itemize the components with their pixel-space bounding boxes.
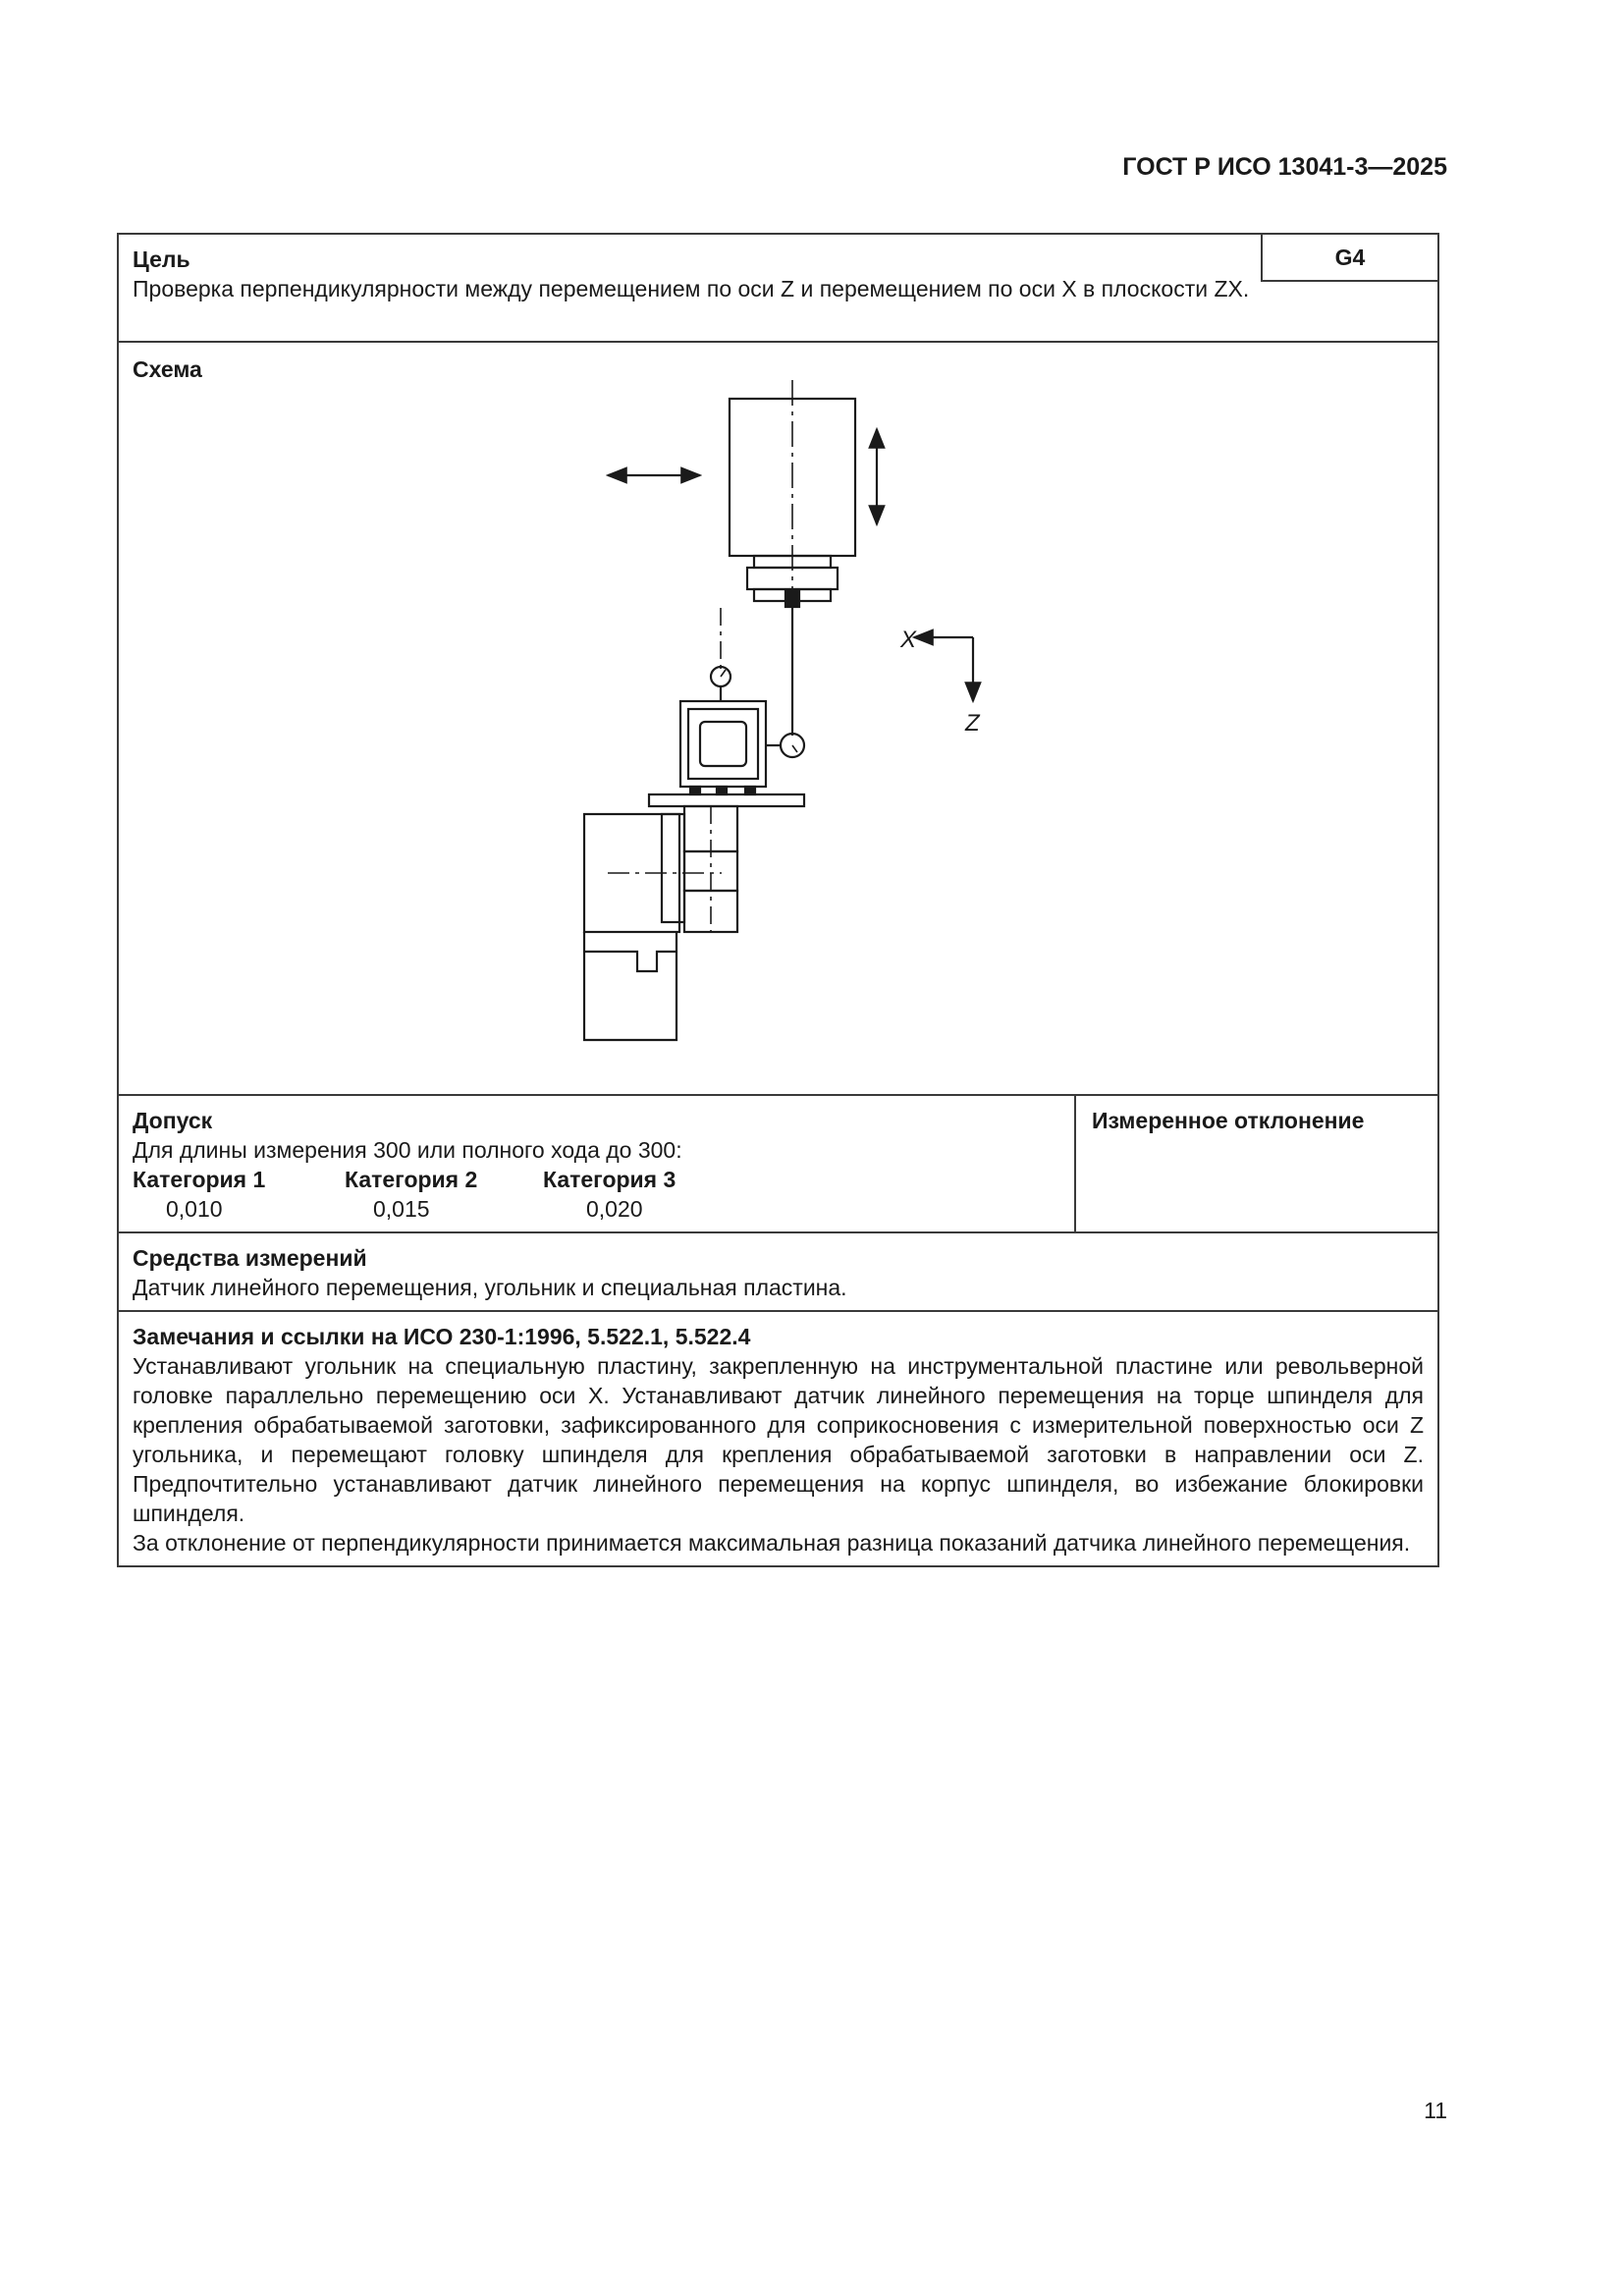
document-number: ГОСТ Р ИСО 13041-3—2025 <box>1122 153 1447 181</box>
axis-z-label: Z <box>965 710 980 737</box>
category-3-value: 0,020 <box>586 1196 643 1222</box>
remarks-row <box>117 1312 1439 1567</box>
tolerance-title: Допуск <box>133 1108 213 1133</box>
goal-row <box>117 233 1439 343</box>
category-1-value: 0,010 <box>166 1196 223 1222</box>
indicator-mount <box>785 591 799 607</box>
special-plate <box>649 794 804 806</box>
goal-section <box>133 245 1360 303</box>
square-outer <box>680 701 766 787</box>
category-values <box>133 1194 1060 1224</box>
category-1-label: Категория 1 <box>133 1167 266 1192</box>
tolerance-section <box>119 1096 1076 1231</box>
instruments-row <box>117 1233 1439 1312</box>
instruments-title: Средства измерений <box>133 1245 367 1271</box>
category-3-label: Категория 3 <box>543 1167 676 1192</box>
instruments-text: Датчик линейного перемещения, угольник и специальная пластина. <box>133 1275 847 1300</box>
square-inner <box>700 722 746 766</box>
tolerance-row <box>117 1096 1439 1233</box>
category-2-value: 0,015 <box>373 1196 430 1222</box>
remarks-paragraph-2: За отклонение от перпендикулярности принимается максимальная разница показаний датчика линейного перемещения. <box>133 1530 1411 1556</box>
measured-deviation: Измеренное отклонение <box>1092 1108 1365 1133</box>
category-2-label: Категория 2 <box>345 1167 478 1192</box>
remarks-title: Замечания и ссылки на ИСО 230-1:1996, 5.522.1, 5.522.4 <box>133 1324 751 1349</box>
scheme-title: Схема <box>133 356 202 382</box>
goal-title: Цель <box>133 246 190 272</box>
page-number: 11 <box>1424 2098 1447 2123</box>
axis-x-label: X <box>899 627 916 653</box>
remarks-paragraph-1: Устанавливают угольник на специальную пластину, закрепленную на инструментальной пластине или револьверной головке параллельно перемещению оси X. Устанавливают датчик линейного перемещения на торце шпинделя для крепления обрабатываемой заготовки, зафиксированного для соприкосновения с измерительной поверхностью оси Z угольника, и перемещают головку шпинделя для крепления обрабатываемой заготовки в направлении оси Z. Предпочтительно устанавливают датчик линейного перемещения на корпус шпинделя, во избежание блокировки шпинделя. <box>133 1353 1424 1526</box>
goal-text: Проверка перпендикулярности между перемещением по оси Z и перемещением по оси X в плоскости ZX. <box>133 276 1250 301</box>
tolerance-description: Для длины измерения 300 или полного хода до 300: <box>133 1137 682 1163</box>
test-code: G4 <box>1261 233 1439 282</box>
category-labels <box>133 1165 1060 1194</box>
measurement-scheme-diagram <box>119 343 1437 1094</box>
scheme-row <box>117 343 1439 1096</box>
test-specification-table <box>117 233 1439 1567</box>
